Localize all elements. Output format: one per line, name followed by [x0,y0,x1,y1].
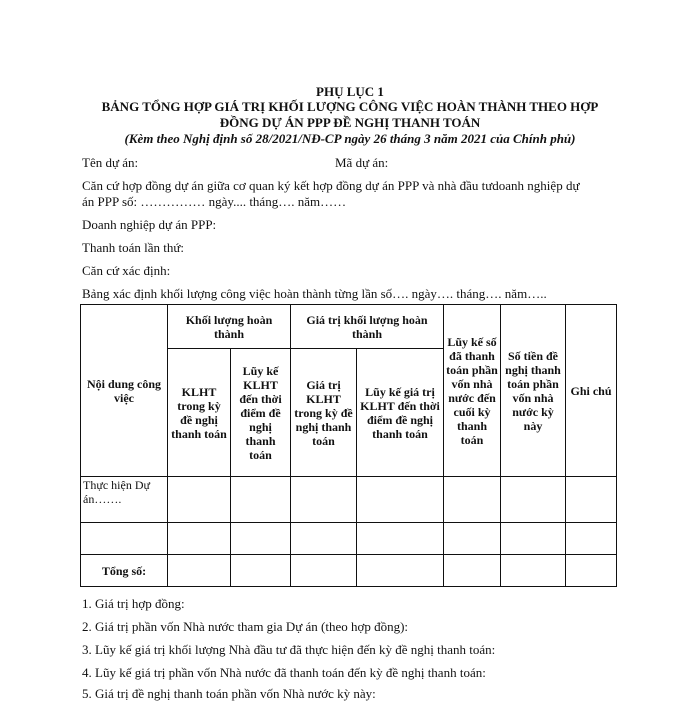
list-item: 2. Giá trị phần vốn Nhà nước tham gia Dự án (theo hợp đồng): [82,619,409,634]
table-cell [566,477,617,523]
table-cell [168,523,231,555]
enterprise-field: Doanh nghiệp dự án PPP: [82,217,217,232]
table-cell [168,477,231,523]
header-value-group: Giá trị khối lượng hoàn thành [291,305,444,349]
table-cell [566,555,617,587]
project-code-field: Mã dự án: [335,155,389,170]
table-row [81,523,617,555]
header-content: Nội dung công việc [81,305,168,477]
header-volume-group: Khối lượng hoàn thành [168,305,291,349]
table-cell [231,523,291,555]
table-cell [168,555,231,587]
table-cell [291,523,357,555]
payment-no-field: Thanh toán lần thứ: [82,240,184,255]
table-cell [231,477,291,523]
list-item: 4. Lũy kế giá trị phần vốn Nhà nước đã thanh toán đến kỳ đề nghị thanh toán: [82,665,486,680]
table-cell [444,477,501,523]
table-cell [501,523,566,555]
header-value-period: Giá trị KLHT trong kỳ đề nghị thanh toán [291,349,357,477]
table-cell [231,555,291,587]
header-state-paid: Lũy kế số đã thanh toán phần vốn nhà nước đến cuối kỳ thanh toán [444,305,501,477]
header-volume-cumulative: Lũy kế KLHT đến thời điểm đề nghị thanh toán [231,349,291,477]
table-cell [444,555,501,587]
list-item: 5. Giá trị đề nghị thanh toán phần vốn Nhà nước kỳ này: [82,686,376,701]
row-project-label: Thực hiện Dự án……. [81,477,168,523]
header-volume-period: KLHT trong kỳ đề nghị thanh toán [168,349,231,477]
subtitle-decree: (Kèm theo Nghị định số 28/2021/NĐ-CP ngày 26 tháng 3 năm 2021 của Chính phủ) [124,131,576,146]
table-cell [291,477,357,523]
table-cell [444,523,501,555]
project-name-field: Tên dự án: [82,155,139,170]
list-item: 3. Lũy kế giá trị khối lượng Nhà đầu tư đã thực hiện đến kỳ đề nghị thanh toán: [82,642,496,657]
table-intro: Bảng xác định khối lượng công việc hoàn thành từng lần số…. ngày…. tháng…. năm….. [82,286,547,301]
table-row [81,555,617,587]
basis-line-2: án PPP số: …………… ngày.... tháng…. năm…… [82,194,347,209]
table-row [81,477,617,523]
list-item: 1. Giá trị hợp đồng: [82,596,185,611]
table-cell [566,523,617,555]
header-value-cumulative: Lũy kế giá trị KLHT đến thời điểm đề nghị thanh toán [357,349,444,477]
table-cell [357,523,444,555]
title-line-1: BẢNG TỔNG HỢP GIÁ TRỊ KHỐI LƯỢNG CÔNG VIỆC HOÀN THÀNH THEO HỢP [101,99,599,114]
determination-field: Căn cứ xác định: [82,263,171,278]
row-total-label: Tổng số: [81,555,168,587]
table-cell [501,477,566,523]
title-line-2: ĐỒNG DỰ ÁN PPP ĐỀ NGHỊ THANH TOÁN [219,115,481,130]
table-cell [81,523,168,555]
table-cell [357,555,444,587]
table-cell [501,555,566,587]
header-note: Ghi chú [566,305,617,477]
header-requested: Số tiền đề nghị thanh toán phần vốn nhà nước kỳ này [501,305,566,477]
payment-table [80,304,617,587]
appendix-label: PHỤ LỤC 1 [316,84,384,99]
basis-line-1: Căn cứ hợp đồng dự án giữa cơ quan ký kết hợp đồng dự án PPP và nhà đầu tưdoanh nghiệp dự [82,178,580,193]
table-cell [291,555,357,587]
table-cell [357,477,444,523]
